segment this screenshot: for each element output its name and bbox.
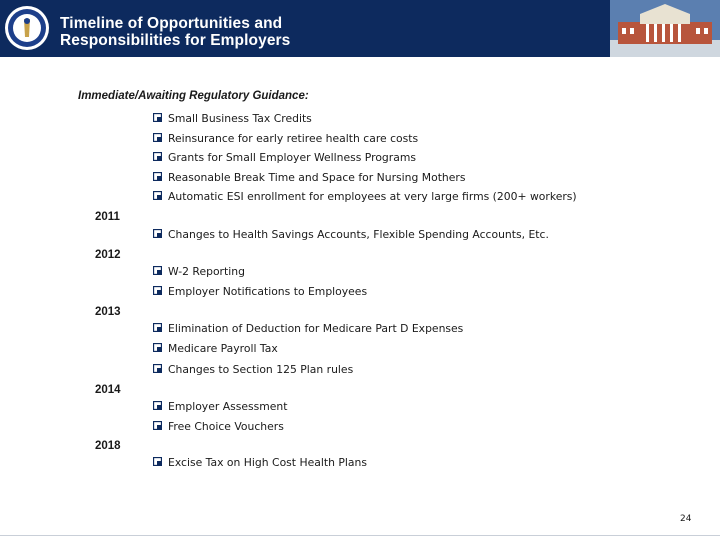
item-text: Excise Tax on High Cost Health Plans (168, 456, 367, 469)
checkbox-bullet-icon (153, 152, 162, 161)
item-text: Grants for Small Employer Wellness Programs (168, 151, 416, 164)
item-text: Employer Notifications to Employees (168, 285, 368, 298)
checkbox-bullet-icon (153, 364, 162, 373)
checkbox-bullet-icon (153, 401, 162, 410)
item-text: Free Choice Vouchers (168, 420, 284, 433)
item-text: Elimination of Deduction for Medicare Part D Expenses (168, 322, 464, 335)
checkbox-bullet-icon (153, 457, 162, 466)
item-text: Changes to Section 125 Plan rules (168, 363, 354, 376)
item-text: W-2 Reporting (168, 265, 245, 278)
checkbox-bullet-icon (153, 191, 162, 200)
year-label-2014: 2014 (95, 384, 121, 396)
footer-divider (0, 535, 720, 541)
header-banner (0, 0, 720, 57)
item-text: Medicare Payroll Tax (168, 342, 278, 355)
item-text: Reasonable Break Time and Space for Nursing Mothers (168, 171, 466, 184)
title-line-1: Timeline of Opportunities and (60, 15, 283, 32)
checkbox-bullet-icon (153, 133, 162, 142)
item-text: Employer Assessment (168, 400, 288, 413)
item-text: Changes to Health Savings Accounts, Flexible Spending Accounts, Etc. (168, 228, 549, 241)
checkbox-bullet-icon (153, 323, 162, 332)
title-line-2: Responsibilities for Employers (60, 32, 291, 49)
year-label-2018: 2018 (95, 440, 121, 452)
checkbox-bullet-icon (153, 113, 162, 122)
state-house-building-icon (610, 0, 720, 57)
section-subtitle: Immediate/Awaiting Regulatory Guidance: (78, 90, 309, 102)
year-label-2011: 2011 (95, 211, 120, 223)
checkbox-bullet-icon (153, 266, 162, 275)
massachusetts-seal-icon (4, 4, 50, 52)
year-label-2012: 2012 (95, 249, 121, 261)
item-text: Automatic ESI enrollment for employees at very large firms (200+ workers) (168, 190, 577, 203)
item-text: Small Business Tax Credits (168, 112, 312, 125)
item-text: Reinsurance for early retiree health care costs (168, 132, 419, 145)
checkbox-bullet-icon (153, 172, 162, 181)
page-number: 24 (680, 514, 692, 524)
page-title (60, 15, 290, 49)
checkbox-bullet-icon (153, 421, 162, 430)
checkbox-bullet-icon (153, 343, 162, 352)
checkbox-bullet-icon (153, 229, 162, 238)
checkbox-bullet-icon (153, 286, 162, 295)
year-label-2013: 2013 (95, 306, 121, 318)
